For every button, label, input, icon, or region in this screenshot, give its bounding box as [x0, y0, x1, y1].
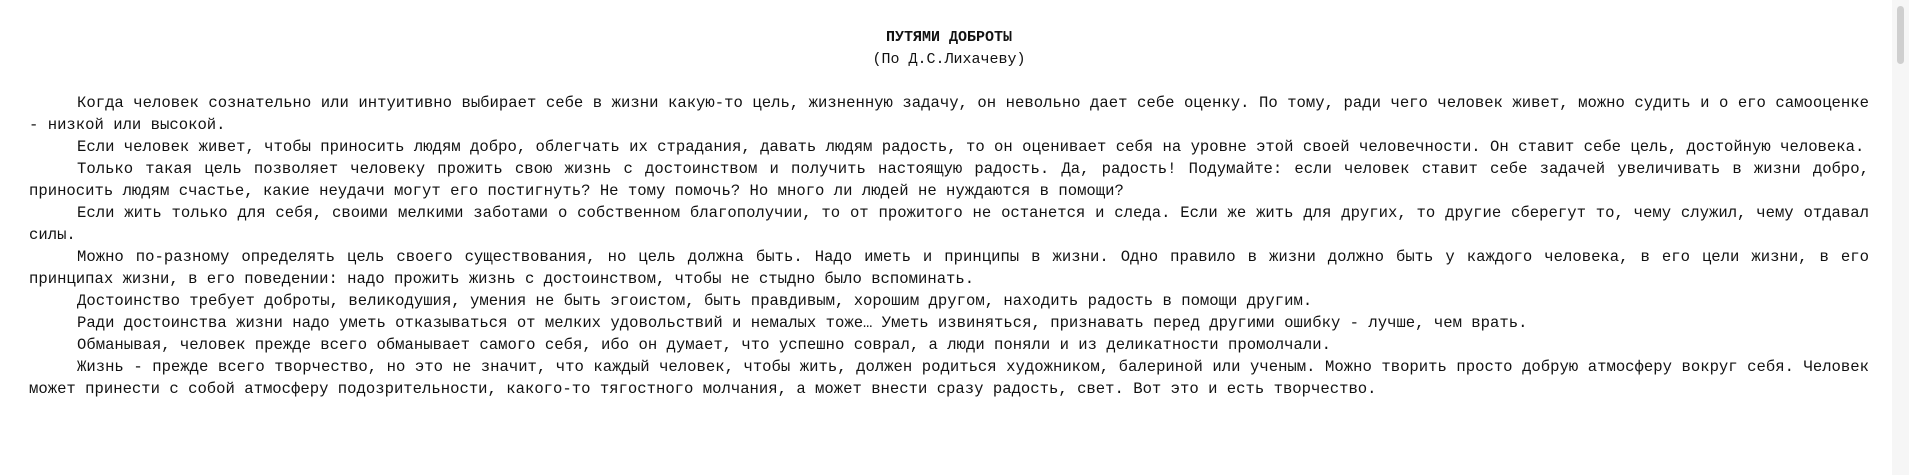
paragraph: Жизнь - прежде всего творчество, но это не значит, что каждый человек, чтобы жить, должен родиться художником, балериной или ученым. Можно творить просто добрую атмосферу вокруг себя. Человек может принести с собой атмосферу подозрительности, какого-то тягостного молчания, а может внести сразу радость, свет. Вот это и есть творчество.	[29, 358, 1869, 398]
paragraph: Только такая цель позволяет человеку прожить свою жизнь с достоинством и получить настоящую радость. Да, радость! Подумайте: если человек ставит себе задачей увеличивать в жизни добро, приносить людям счастье, какие неудачи могут его постигнуть? Не тому помочь? Но много ли людей не нуждаются в помощи?	[29, 160, 1869, 200]
paragraph: Обманывая, человек прежде всего обманывает самого себя, ибо он думает, что успешно соврал, а люди поняли и из деликатности промолчали.	[77, 336, 1331, 354]
document-subtitle: (По Д.С.Лихачеву)	[872, 51, 1026, 68]
document-title: ПУТЯМИ ДОБРОТЫ	[885, 29, 1013, 46]
paragraph: Ради достоинства жизни надо уметь отказываться от мелких удовольствий и немалых тоже… Уметь извиняться, признавать перед другими ошибку - лучше, чем врать.	[77, 314, 1528, 332]
paragraph: Можно по-разному определять цель своего существования, но цель должна быть. Надо иметь и принципы в жизни. Одно правило в жизни должно быть у каждого человека, в его цели жизни, в его принципах жизни, в его поведении: надо прожить жизнь с достоинством, чтобы не стыдно было вспоминать.	[29, 248, 1869, 288]
vertical-scrollbar[interactable]	[1892, 0, 1909, 475]
document	[29, 27, 1869, 400]
paragraph: Если человек живет, чтобы приносить людям добро, облегчать их страдания, давать людям радость, то он оценивает себя на уровне этой своей человечности. Он ставит себе цель, достойную человека.	[77, 138, 1865, 156]
scrollbar-thumb[interactable]	[1897, 6, 1904, 64]
paragraph: Достоинство требует доброты, великодушия, умения не быть эгоистом, быть правдивым, хорошим другом, находить радость в помощи другим.	[77, 292, 1313, 310]
paragraph: Когда человек сознательно или интуитивно выбирает себе в жизни какую-то цель, жизненную задачу, он невольно дает себе оценку. По тому, ради чего человек живет, можно судить и о его самооценке - низкой или высокой.	[29, 94, 1869, 134]
paragraph: Если жить только для себя, своими мелкими заботами о собственном благополучии, то от прожитого не останется и следа. Если же жить для других, то другие сберегут то, чему служил, чему отдавал силы.	[29, 204, 1869, 244]
